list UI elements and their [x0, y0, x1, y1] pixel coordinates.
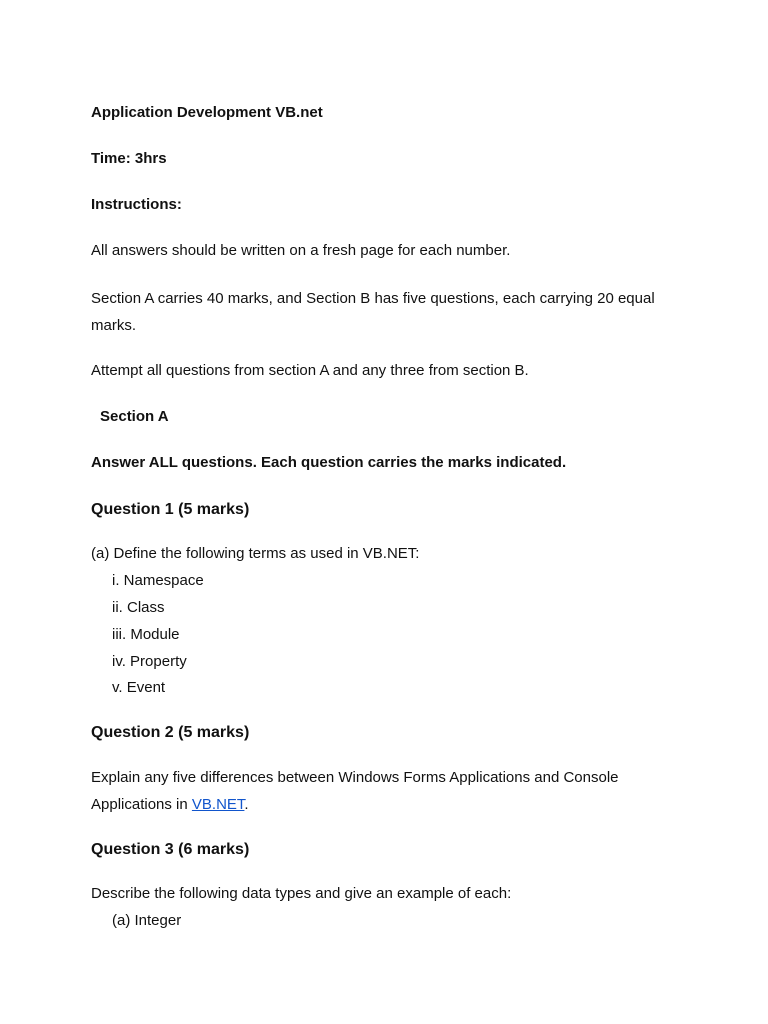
instructions-heading: Instructions:	[91, 196, 182, 213]
question-1-item: v. Event	[112, 679, 166, 696]
section-a-subheading: Answer ALL questions. Each question carries the marks indicated.	[91, 454, 567, 471]
question-1-item: iv. Property	[112, 653, 187, 670]
instruction-item: Attempt all questions from section A and any three from section B.	[91, 362, 529, 379]
question-1-item: ii. Class	[112, 599, 165, 616]
question-2-prompt-end: .	[244, 796, 249, 813]
question-1-item: i. Namespace	[112, 572, 204, 589]
question-3-prompt: Describe the following data types and give an example of each:	[91, 885, 512, 902]
instruction-item: All answers should be written on a fresh page for each number.	[91, 242, 511, 259]
question-1-heading: Question 1 (5 marks)	[91, 501, 250, 518]
question-2-heading: Question 2 (5 marks)	[91, 724, 250, 741]
question-2-prompt-text: Explain any five differences between Windows Forms Applications and Console Applications in	[91, 769, 619, 813]
section-a-heading: Section A	[100, 408, 169, 425]
instruction-item: Section A carries 40 marks, and Section B has five questions, each carrying 20 equal marks.	[91, 290, 655, 334]
vbnet-link[interactable]: VB.NET	[191, 796, 245, 813]
question-3-item: (a) Integer	[112, 912, 182, 929]
question-1-prompt: (a) Define the following terms as used in VB.NET:	[91, 545, 420, 562]
question-3-heading: Question 3 (6 marks)	[91, 841, 250, 858]
question-1-item: iii. Module	[112, 626, 180, 643]
exam-time: Time: 3hrs	[91, 150, 167, 167]
document-title: Application Development VB.net	[91, 104, 323, 121]
question-2-prompt	[91, 764, 651, 818]
